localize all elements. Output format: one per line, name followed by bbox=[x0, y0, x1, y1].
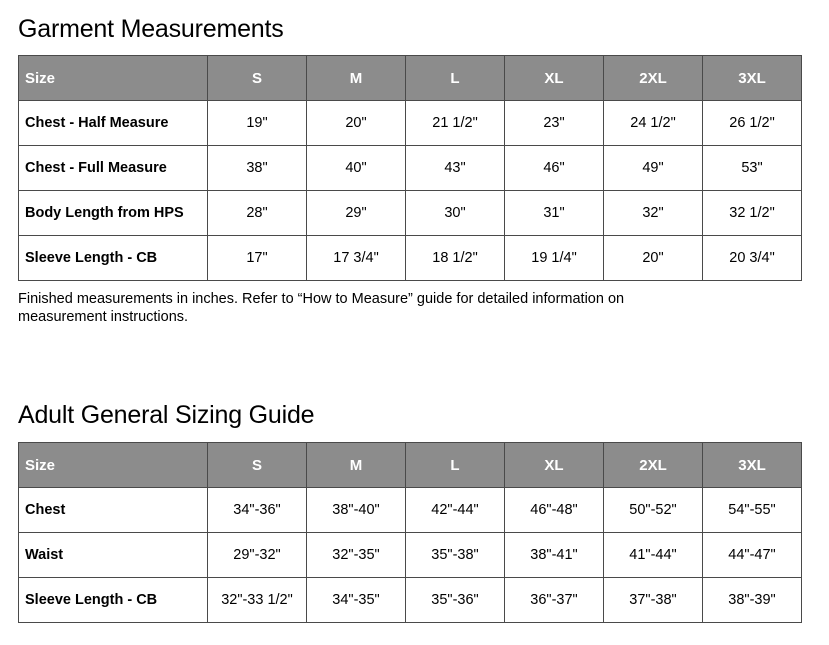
header-size-label: Size bbox=[19, 443, 208, 488]
table-cell: 20" bbox=[307, 101, 406, 146]
header-size-s: S bbox=[208, 56, 307, 101]
table-cell: 23" bbox=[505, 101, 604, 146]
table-cell: 20" bbox=[604, 236, 703, 281]
table-cell: 37"-38" bbox=[604, 578, 703, 623]
table-cell: 17" bbox=[208, 236, 307, 281]
table-cell: 20 3/4" bbox=[703, 236, 802, 281]
table-cell: 50"-52" bbox=[604, 488, 703, 533]
table-cell: 34"-35" bbox=[307, 578, 406, 623]
table-cell: 36"-37" bbox=[505, 578, 604, 623]
header-size-xl: XL bbox=[505, 56, 604, 101]
table-cell: 35"-38" bbox=[406, 533, 505, 578]
header-size-3xl: 3XL bbox=[703, 443, 802, 488]
table-cell: 38"-39" bbox=[703, 578, 802, 623]
table-cell: 29"-32" bbox=[208, 533, 307, 578]
table-cell: 42"-44" bbox=[406, 488, 505, 533]
table-cell: 28" bbox=[208, 191, 307, 236]
table-cell: 38" bbox=[208, 146, 307, 191]
measurement-note: Finished measurements in inches. Refer to “How to Measure” guide for detailed information on measurement instructions. bbox=[18, 291, 625, 325]
header-size-3xl: 3XL bbox=[703, 56, 802, 101]
table-cell: 18 1/2" bbox=[406, 236, 505, 281]
table-cell: 34"-36" bbox=[208, 488, 307, 533]
header-size-2xl: 2XL bbox=[604, 56, 703, 101]
row-label-body-length: Body Length from HPS bbox=[19, 191, 208, 236]
header-size-l: L bbox=[406, 56, 505, 101]
table-cell: 32"-35" bbox=[307, 533, 406, 578]
table-cell: 19 1/4" bbox=[505, 236, 604, 281]
header-size-s: S bbox=[208, 443, 307, 488]
table-cell: 32"-33 1/2" bbox=[208, 578, 307, 623]
header-size-label: Size bbox=[19, 56, 208, 101]
table-row bbox=[19, 236, 802, 281]
table-cell: 53" bbox=[703, 146, 802, 191]
table-cell: 49" bbox=[604, 146, 703, 191]
table-cell: 54"-55" bbox=[703, 488, 802, 533]
table-cell: 19" bbox=[208, 101, 307, 146]
table-cell: 17 3/4" bbox=[307, 236, 406, 281]
row-label-waist: Waist bbox=[19, 533, 208, 578]
header-size-m: M bbox=[307, 56, 406, 101]
table-cell: 43" bbox=[406, 146, 505, 191]
row-label-chest-half: Chest - Half Measure bbox=[19, 101, 208, 146]
table-cell: 26 1/2" bbox=[703, 101, 802, 146]
table-row bbox=[19, 191, 802, 236]
header-size-xl: XL bbox=[505, 443, 604, 488]
adult-sizing-guide-table bbox=[18, 442, 802, 623]
garment-measurements-title: Garment Measurements bbox=[18, 15, 284, 43]
table-cell: 32 1/2" bbox=[703, 191, 802, 236]
table-row bbox=[19, 533, 802, 578]
table-row bbox=[19, 488, 802, 533]
table-header-row bbox=[19, 56, 802, 101]
table-cell: 29" bbox=[307, 191, 406, 236]
table-header-row bbox=[19, 443, 802, 488]
table-row bbox=[19, 578, 802, 623]
header-size-l: L bbox=[406, 443, 505, 488]
table-cell: 30" bbox=[406, 191, 505, 236]
header-size-m: M bbox=[307, 443, 406, 488]
table-row bbox=[19, 101, 802, 146]
row-label-chest-full: Chest - Full Measure bbox=[19, 146, 208, 191]
adult-sizing-guide-title: Adult General Sizing Guide bbox=[18, 401, 315, 429]
table-cell: 32" bbox=[604, 191, 703, 236]
header-size-2xl: 2XL bbox=[604, 443, 703, 488]
table-cell: 38"-40" bbox=[307, 488, 406, 533]
table-cell: 31" bbox=[505, 191, 604, 236]
row-label-chest: Chest bbox=[19, 488, 208, 533]
row-label-sleeve-length: Sleeve Length - CB bbox=[19, 578, 208, 623]
table-cell: 38"-41" bbox=[505, 533, 604, 578]
table-cell: 46"-48" bbox=[505, 488, 604, 533]
table-cell: 46" bbox=[505, 146, 604, 191]
table-cell: 44"-47" bbox=[703, 533, 802, 578]
table-cell: 35"-36" bbox=[406, 578, 505, 623]
table-cell: 21 1/2" bbox=[406, 101, 505, 146]
garment-measurements-table bbox=[18, 55, 802, 281]
table-cell: 40" bbox=[307, 146, 406, 191]
table-cell: 41"-44" bbox=[604, 533, 703, 578]
row-label-sleeve-length: Sleeve Length - CB bbox=[19, 236, 208, 281]
table-cell: 24 1/2" bbox=[604, 101, 703, 146]
table-row bbox=[19, 146, 802, 191]
